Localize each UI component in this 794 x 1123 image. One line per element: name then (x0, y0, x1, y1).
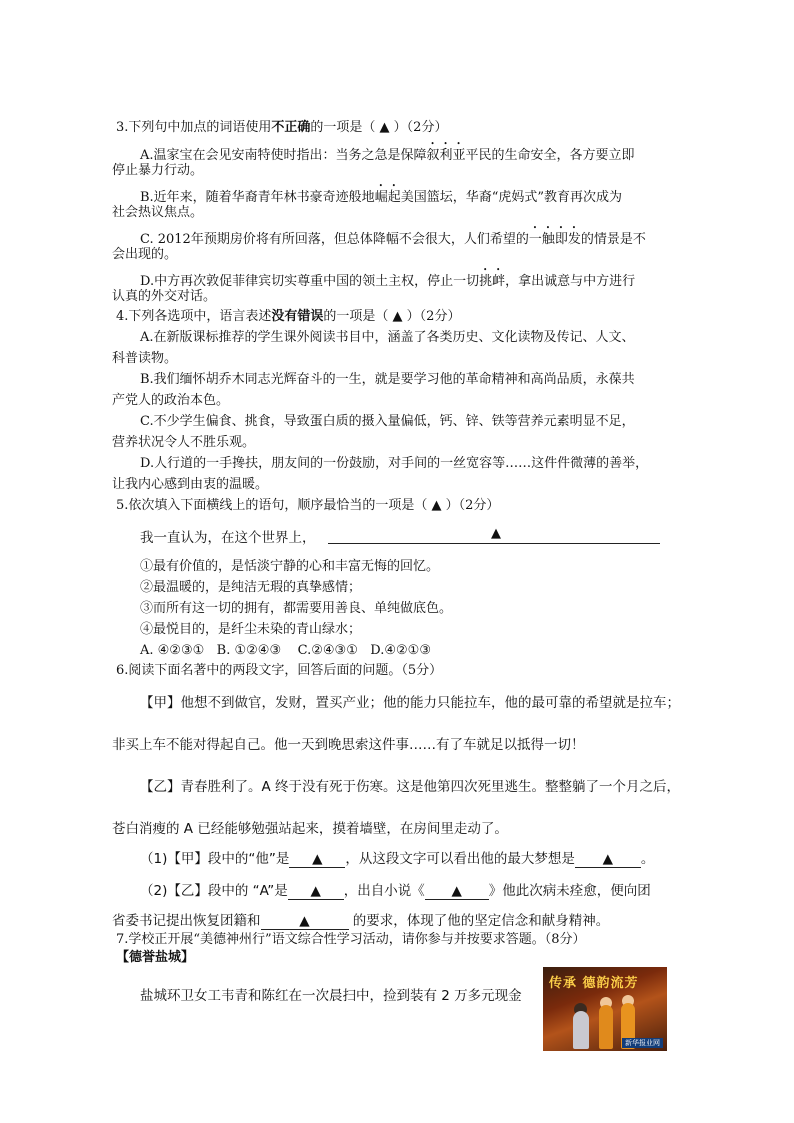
q6-passage-yi-line1: 【乙】青春胜利了。A 终于没有死于伤寒。这是他第四次死里逃生。整整躺了一个月之后， (140, 779, 681, 795)
q5-stem: 5.依次填入下面横线上的语句，顺序最恰当的一项是（ ▲ ）（2分） (116, 498, 500, 513)
q3-option-d: D.中方再次敦促菲律宾切实尊重中国的领土主权，停止一切挑衅，拿出诚意与中方进行 (140, 274, 636, 289)
q6-stem: 6.阅读下面名著中的两段文字，回答后面的问题。（5分） (116, 663, 443, 678)
q5-item-3: ③而所有这一切的拥有，都需要用善良、单纯做底色。 (140, 601, 453, 616)
q4-option-b-cont: 产党人的政治本色。 (112, 393, 230, 408)
q6-passage-jia-line2: 非买上车不能对得起自己。他一天到晚思索这件事……有了车就足以抵得一切！ (112, 737, 585, 753)
q3-option-d-cont: 认真的外交对话。 (112, 289, 217, 304)
q6-sub2-blank-3: ▲ (261, 913, 349, 930)
q7-stem: 7.学校正开展“美德神州行”语文综合性学习活动，请你参与并按要求答题。（8分） (116, 932, 586, 947)
q7-paragraph: 盐城环卫女工韦青和陈红在一次晨扫中，捡到装有 2 万多元现金 (140, 988, 522, 1004)
q7-section-title: 【德誉盐城】 (116, 950, 195, 965)
q3-option-b: B.近年来，随着华裔青年林书豪奇迹般地崛起美国篮坛，华裔“虎妈式”教育再次成为 (140, 190, 622, 205)
q3-option-c: C. 2012年预期房价将有所回落，但总体降幅不会很大，人们希望的一触即发的情景是不 (140, 232, 646, 247)
q5-item-1: ①最有价值的，是恬淡宁静的心和丰富无悔的回忆。 (140, 559, 440, 574)
q4-option-d: D.人行道的一手搀扶，朋友间的一份鼓励，对手间的一丝宽容等……这件件微薄的善举， (140, 456, 649, 471)
photo-person-worker1 (599, 1005, 613, 1049)
photo-source-tag: 新华报业网 (622, 1038, 663, 1048)
q6-passage-yi-line2: 苍白消瘦的 A 已经能够勉强站起来，摸着墙壁，在房间里走动了。 (112, 821, 508, 837)
q4-option-a: A.在新版课标推荐的学生课外阅读书目中，涵盖了各类历史、文化读物及传记、人文、 (140, 330, 635, 345)
q4-option-a-cont: 科普读物。 (112, 351, 178, 366)
q5-sentence: 我一直认为，在这个世界上， (140, 530, 316, 546)
q4-stem: 4.下列各选项中，语言表述没有错误的一项是（ ▲ ）（2分） (116, 309, 461, 324)
q7-news-photo (543, 967, 667, 1051)
q3-option-a-cont: 停止暴力行动。 (112, 163, 204, 178)
q4-option-b: B.我们缅怀胡乔木同志光辉奋斗的一生，就是要学习他的革命精神和高尚品质，永葆共 (140, 372, 635, 387)
q6-sub2-blank-1: ▲ (288, 883, 344, 900)
q3-option-a: A.温家宝在会见安南特使时指出：当务之急是保障叙利亚平民的生命安全，各方要立即 (140, 148, 635, 163)
q3-option-b-cont: 社会热议焦点。 (112, 205, 204, 220)
q4-option-c: C.不少学生偏食、挑食，导致蛋白质的摄入量偏低，钙、锌、铁等营养元素明显不足， (140, 414, 635, 429)
q3-stem: 3.下列句中加点的词语使用不正确的一项是（ ▲ ）（2分） (116, 120, 448, 135)
q5-options: A. ④②③① B. ①②④③ C.②④③① D.④②①③ (140, 643, 431, 658)
q6-subquestion-1: （1)【甲】段中的“他”是 ▲ ，从这段文字可以看出他的最大梦想是 ▲ 。 (140, 851, 655, 867)
q5-item-4: ④最悦目的，是纤尘未染的青山绿水； (140, 622, 362, 637)
photo-banner-text: 传承 德韵流芳 (549, 976, 639, 991)
q4-option-d-cont: 让我内心感到由衷的温暖。 (112, 477, 269, 492)
q5-blank-mark: ▲ (491, 526, 501, 541)
q6-passage-jia-line1: 【甲】他想不到做官，发财，置买产业；他的能力只能拉车，他的最可靠的希望就是拉车； (140, 695, 680, 711)
q6-sub2-blank-2: ▲ (425, 883, 489, 900)
q5-item-2: ②最温暖的，是纯洁无瑕的真挚感情； (140, 580, 362, 595)
q6-subquestion-2-cont: 省委书记提出恢复团籍和 ▲ 的要求，体现了他的坚定信念和献身精神。 (112, 913, 610, 929)
q6-subquestion-2: （2)【乙】段中的 “A”是 ▲ ，出自小说《 ▲ 》他此次病未痊愈，便向团 (140, 883, 651, 899)
q3-option-c-cont: 会出现的。 (112, 247, 178, 262)
q6-sub1-blank-1: ▲ (289, 851, 345, 868)
q4-option-c-cont: 营养状况令人不胜乐观。 (112, 435, 256, 450)
photo-person-host (573, 1011, 589, 1049)
q6-sub1-blank-2: ▲ (575, 851, 641, 868)
